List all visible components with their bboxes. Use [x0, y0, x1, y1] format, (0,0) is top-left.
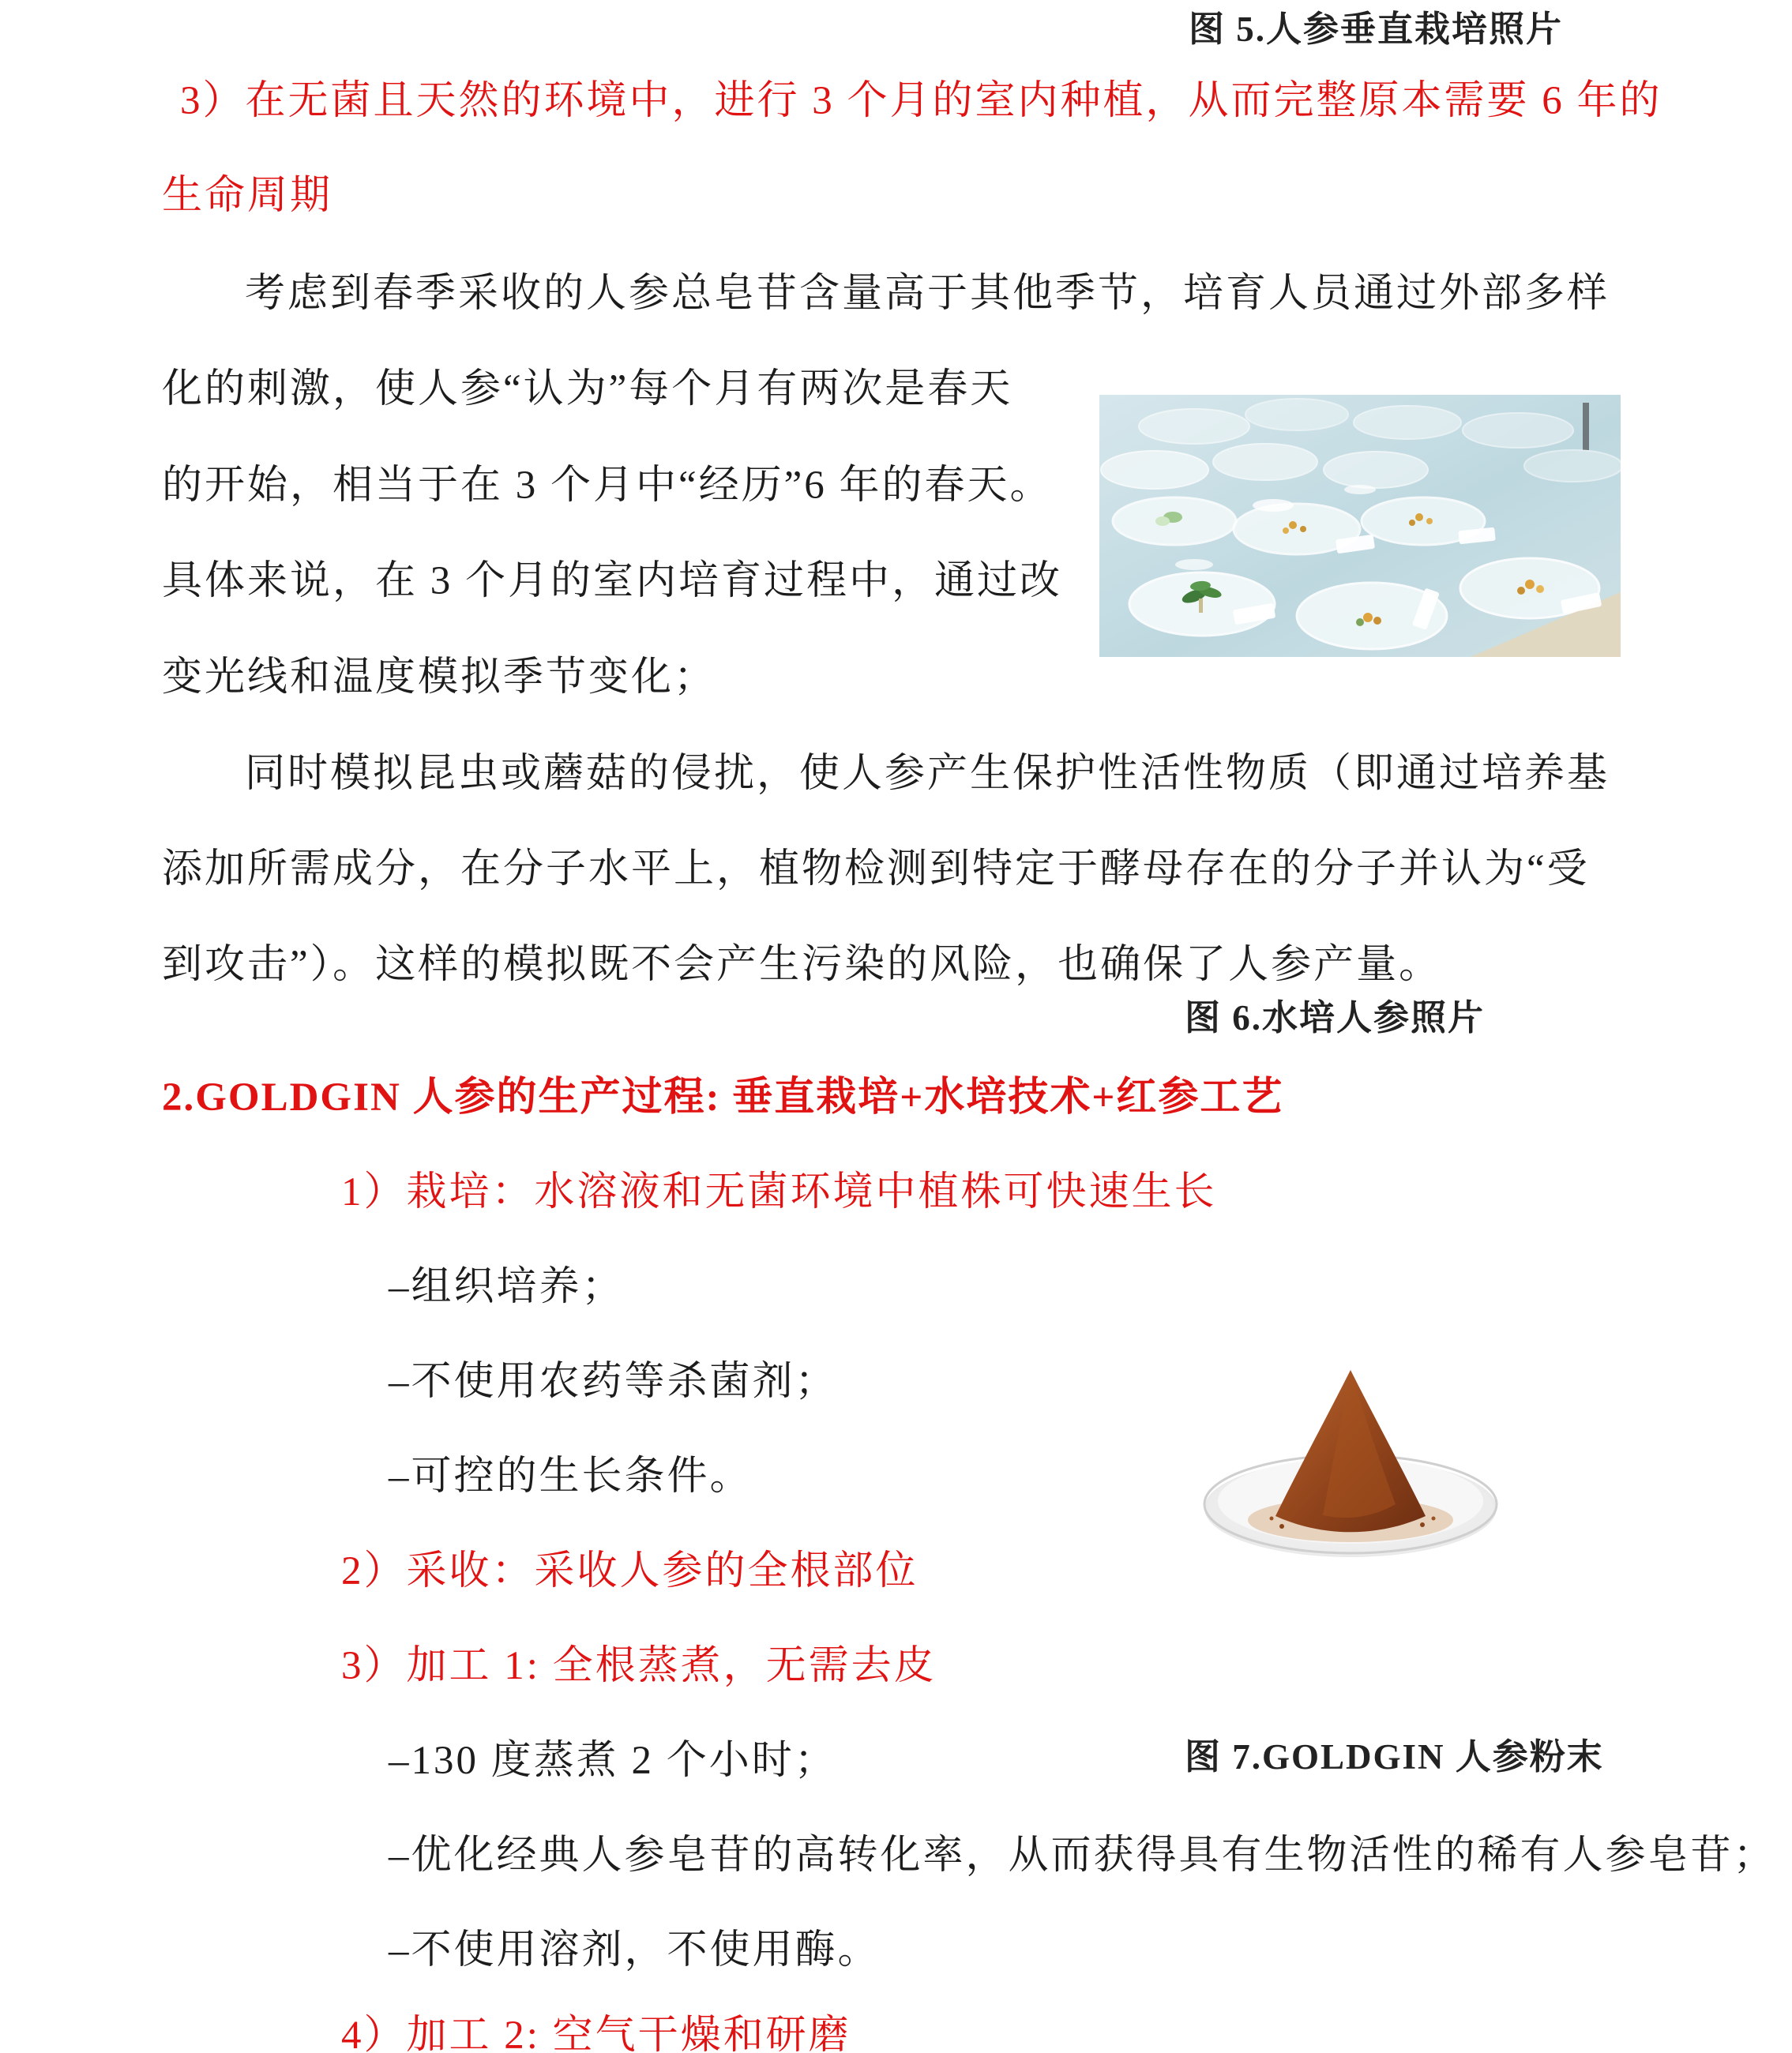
paragraph1-line2: 化的刺激，使人参“认为”每个月有两次是春天: [162, 367, 1013, 411]
bullet-tissue-culture: –组织培养；: [389, 1265, 625, 1309]
paragraph2-line3: 到攻击”）。这样的模拟既不会产生污染的风险，也确保了人参产量。: [162, 943, 1442, 987]
paragraph2-line1: 同时模拟昆虫或蘑菇的侵扰，使人参产生保护性活性物质（即通过培养基: [245, 752, 1610, 796]
heading3-line1: 3）在无菌且天然的环境中，进行 3 个月的室内种植，从而完整原本需要 6 年的: [180, 79, 1662, 123]
paragraph2-line2: 添加所需成分，在分子水平上，植物检测到特定于酵母存在的分子并认为“受: [162, 847, 1590, 891]
paragraph1-line4: 具体来说，在 3 个月的室内培育过程中，通过改: [162, 559, 1063, 603]
section2-title: 2.GOLDGIN 人参的生产过程: 垂直栽培+水培技术+红参工艺: [162, 1075, 1284, 1120]
heading3-line2: 生命周期: [162, 174, 333, 218]
paragraph1-line1: 考虑到春季采收的人参总皂苷含量高于其他季节，培育人员通过外部多样: [245, 272, 1610, 316]
ginseng-powder-photo: [1189, 1338, 1512, 1575]
figure5-caption: 图 5.人参垂直栽培照片: [1189, 9, 1564, 49]
section2-item4: 4）加工 2: 空气干燥和研磨: [341, 2014, 851, 2053]
bullet-steam-130: –130 度蒸煮 2 个小时；: [389, 1739, 837, 1783]
bullet-no-pesticides: –不使用农药等杀菌剂；: [389, 1360, 838, 1404]
vertical-cultivation-photo: [1099, 395, 1621, 657]
figure6-caption: 图 6.水培人参照片: [1185, 998, 1486, 1038]
paragraph1-line5: 变光线和温度模拟季节变化；: [162, 655, 717, 700]
section2-item3: 3）加工 1: 全根蒸煮，无需去皮: [341, 1644, 937, 1688]
section2-item2: 2）采收：采收人参的全根部位: [341, 1549, 919, 1593]
bullet-conversion-rate: –优化经典人参皂苷的高转化率，从而获得具有生物活性的稀有人参皂苷；: [389, 1833, 1776, 1878]
petri-dishes-image: [1099, 395, 1621, 657]
section2-item1: 1）栽培：水溶液和无菌环境中植株可快速生长: [341, 1170, 1217, 1214]
paragraph1-line3: 的开始，相当于在 3 个月中“经历”6 年的春天。: [162, 464, 1053, 508]
powder-dish-image: [1189, 1338, 1512, 1575]
bullet-no-solvents: –不使用溶剂，不使用酶。: [389, 1928, 881, 1972]
figure7-caption: 图 7.GOLDGIN 人参粉末: [1185, 1737, 1604, 1777]
bullet-controlled-growth: –可控的生长条件。: [389, 1454, 753, 1499]
